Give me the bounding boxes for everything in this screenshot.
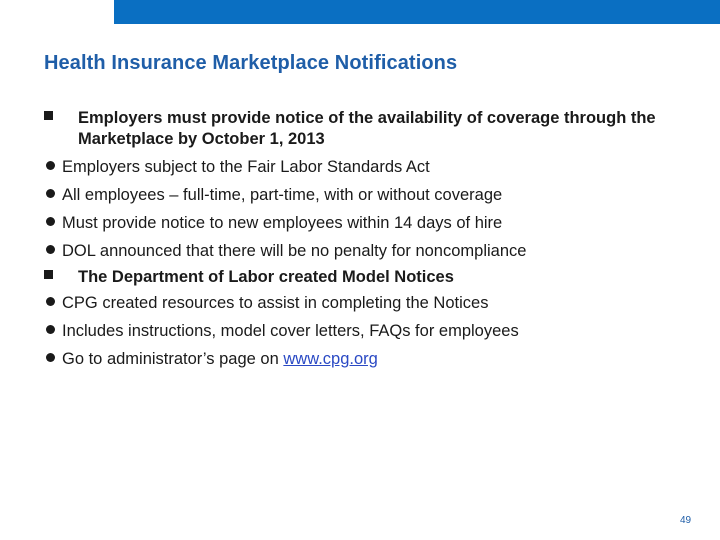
sub-bullet-text: All employees – full-time, part-time, with or without coverage (62, 186, 503, 204)
round-bullet-icon (46, 353, 55, 362)
round-bullet-icon (46, 217, 55, 226)
sub-bullet-item (44, 345, 684, 373)
sub-bullet-text: Includes instructions, model cover letters, FAQs for employees (62, 322, 519, 340)
bullet-text: The Department of Labor created Model Notices (78, 268, 454, 286)
sub-bullet-item (44, 289, 684, 317)
sub-bullet-item (44, 317, 684, 345)
slide-title: Health Insurance Marketplace Notifications (44, 52, 458, 74)
round-bullet-icon (46, 325, 55, 334)
bullet-item (44, 267, 684, 288)
page-number: 49 (680, 515, 692, 526)
slide-content (44, 108, 684, 373)
sub-bullet-list (44, 289, 684, 373)
round-bullet-icon (46, 245, 55, 254)
bullet-item (44, 108, 684, 150)
round-bullet-icon (46, 189, 55, 198)
square-bullet-icon (44, 270, 53, 279)
round-bullet-icon (46, 161, 55, 170)
square-bullet-icon (44, 111, 53, 120)
sub-bullet-text: CPG created resources to assist in completing the Notices (62, 294, 489, 312)
bullet-text: Employers must provide notice of the availability of coverage through the Marketplace by October 1, 2013 (78, 109, 656, 148)
sub-bullet-list (44, 153, 684, 265)
sub-bullet-text: Go to administrator’s page on (62, 350, 284, 368)
sub-bullet-text: Employers subject to the Fair Labor Standards Act (62, 158, 430, 176)
round-bullet-icon (46, 297, 55, 306)
header-accent-bar (114, 0, 720, 24)
sub-bullet-item (44, 181, 684, 209)
sub-bullet-text: DOL announced that there will be no penalty for noncompliance (62, 242, 527, 260)
sub-bullet-text: Must provide notice to new employees within 14 days of hire (62, 214, 503, 232)
sub-bullet-item (44, 209, 684, 237)
sub-bullet-item (44, 153, 684, 181)
cpg-website-link[interactable]: www.cpg.org (283, 350, 378, 368)
sub-bullet-item (44, 237, 684, 265)
